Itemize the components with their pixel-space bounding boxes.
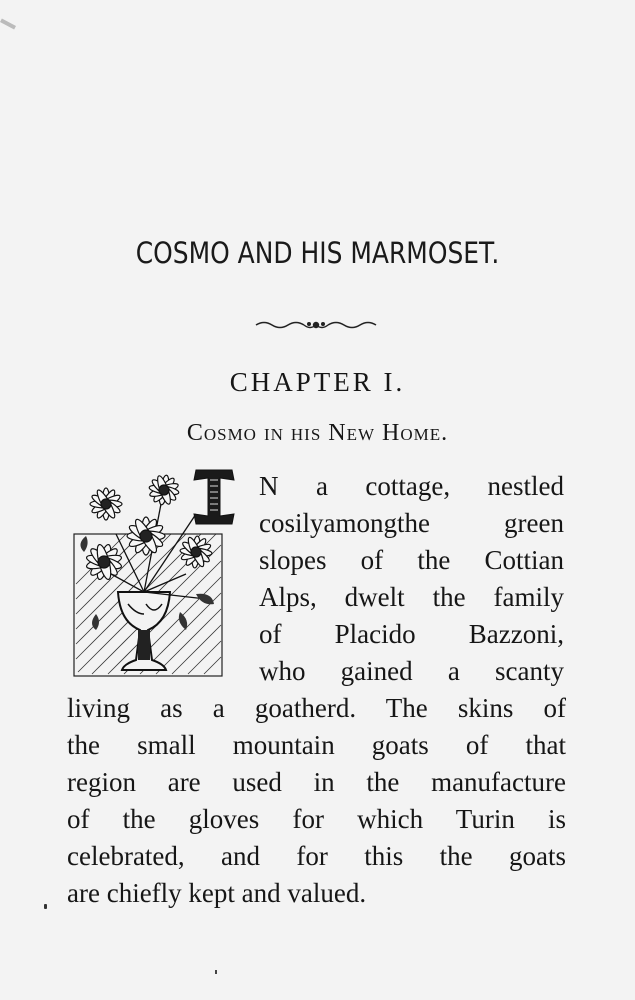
drop-cap-text: I bbox=[214, 504, 215, 505]
body-line-2: cosilyamongthe green bbox=[259, 508, 564, 538]
body-line-11: celebrated, and for this the goats bbox=[67, 841, 566, 871]
drop-cap-letter bbox=[190, 466, 238, 528]
body-line-3: slopes of the Cottian bbox=[259, 545, 564, 575]
body-line-12: are chiefly kept and valued. bbox=[67, 878, 367, 908]
body-line-10: of the gloves for which Turin is bbox=[67, 804, 566, 834]
page-corner-mark bbox=[0, 18, 16, 29]
book-title: COSMO AND HIS MARMOSET. bbox=[135, 236, 500, 270]
ink-speck bbox=[215, 970, 217, 974]
chapter-heading: CHAPTER I. bbox=[229, 367, 406, 397]
body-line-4: Alps, dwelt the family bbox=[259, 582, 564, 612]
body-line-5: of Placido Bazzoni, bbox=[259, 619, 564, 649]
body-line-7: living as a goatherd. The skins of bbox=[67, 693, 566, 723]
body-line-9: region are used in the manufacture bbox=[67, 767, 566, 797]
body-line-8: the small mountain goats of that bbox=[67, 730, 566, 760]
body-line-6: who gained a scanty bbox=[259, 656, 564, 686]
chapter-subtitle: Cosmo in his New Home. bbox=[186, 420, 449, 446]
body-line-1: N a cottage, nestled bbox=[259, 471, 564, 501]
ornament-divider bbox=[254, 318, 378, 332]
ink-speck bbox=[44, 904, 47, 909]
